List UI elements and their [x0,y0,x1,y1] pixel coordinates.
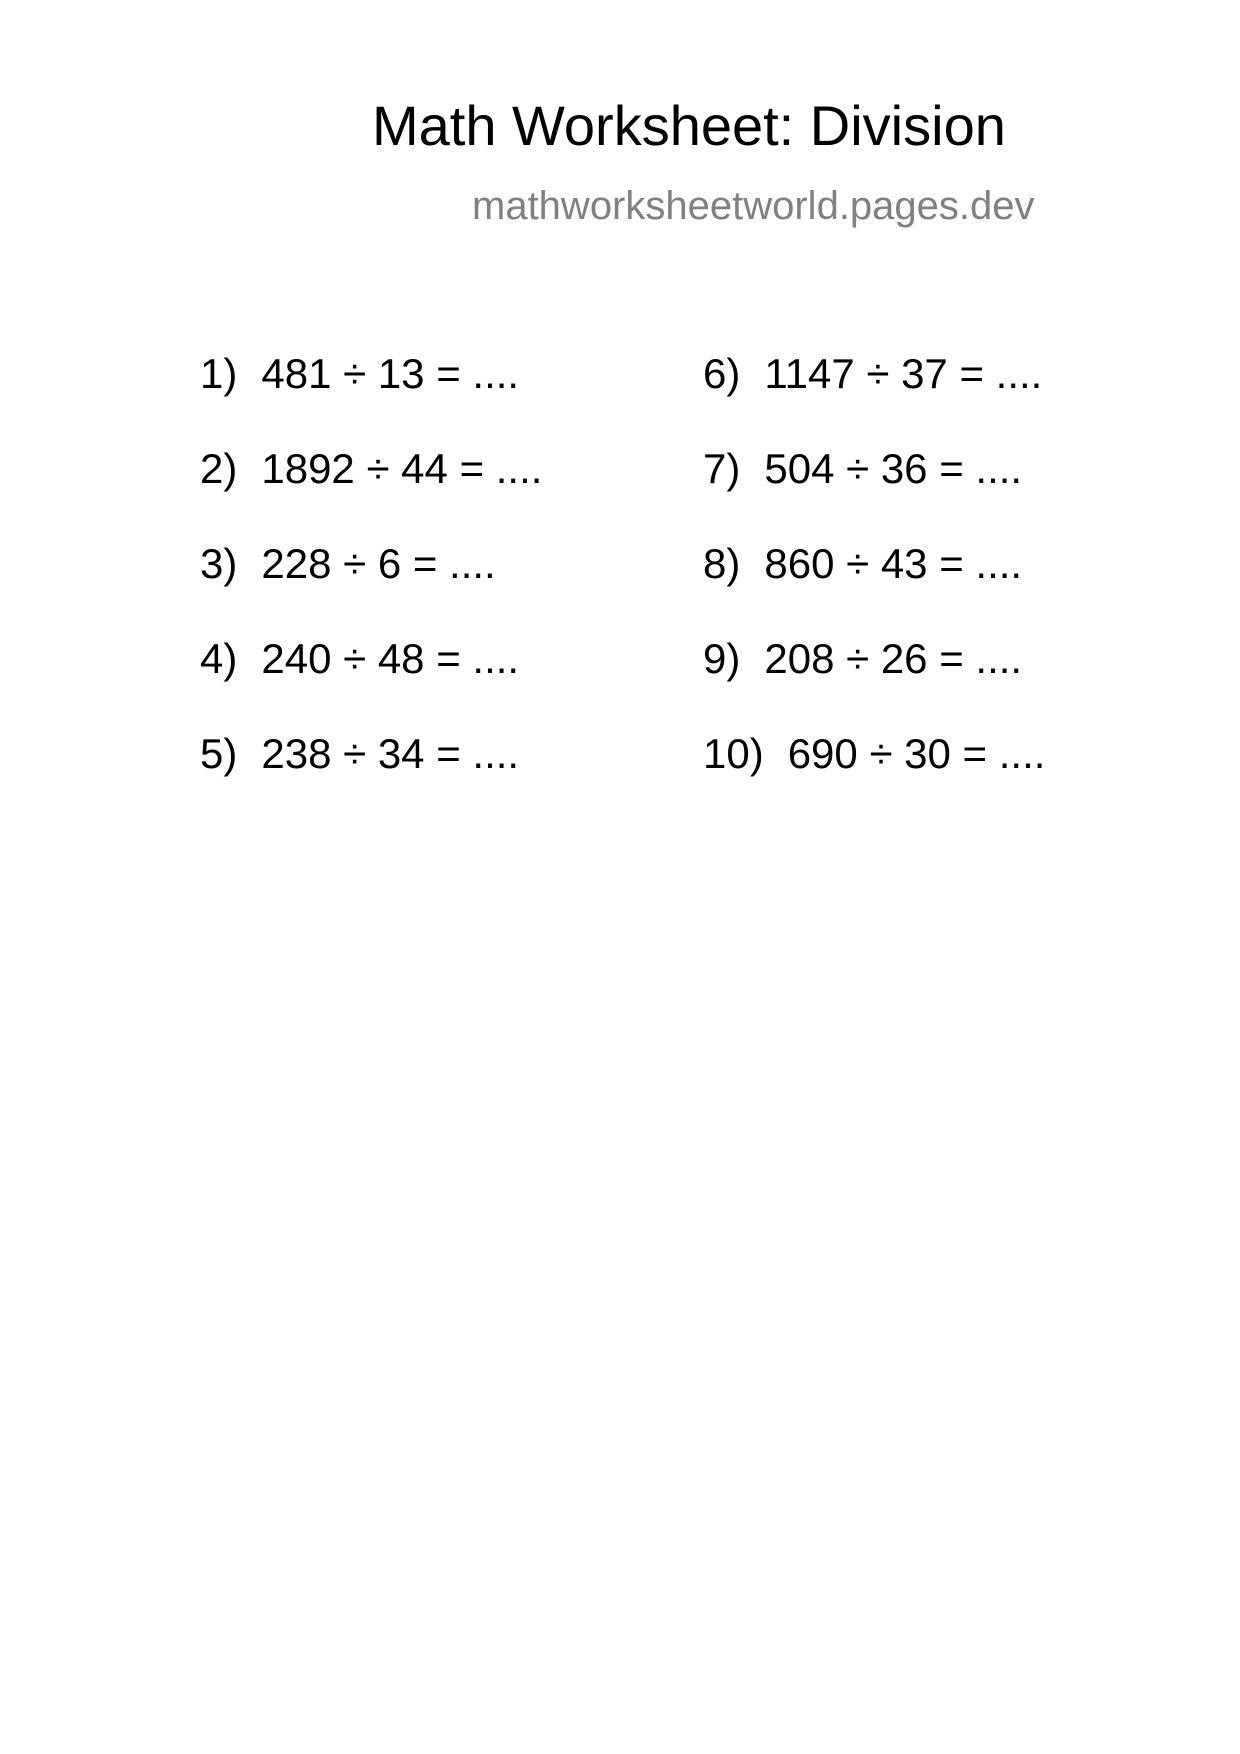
problem-item [200,445,543,543]
problem-number: 7) [703,445,741,492]
problem-item [200,540,542,638]
problems-right-column [703,350,1046,828]
problem-expression: 228 ÷ 6 = .... [261,540,496,587]
problem-number: 6) [703,350,741,397]
problem-number: 10) [703,730,764,777]
site-url: mathworksheetworld.pages.dev [472,184,1035,228]
problem-expression: 238 ÷ 34 = .... [261,730,520,777]
problem-expression: 208 ÷ 26 = .... [764,635,1023,682]
problem-number: 1) [200,350,238,397]
problem-number: 8) [703,540,741,587]
problems-left-column [200,350,543,828]
problem-item [703,445,1045,543]
problem-number: 4) [200,635,238,682]
problem-item [703,635,1045,733]
problem-item [703,540,1045,638]
problem-item [703,730,1046,828]
page-title: Math Worksheet: Division [372,94,1006,157]
problem-item [200,635,542,733]
problem-expression: 481 ÷ 13 = .... [261,350,520,397]
problem-item [703,350,1045,448]
problem-number: 5) [200,730,238,777]
problem-expression: 690 ÷ 30 = .... [787,730,1046,777]
problem-expression: 1147 ÷ 37 = .... [764,350,1043,397]
problem-expression: 504 ÷ 36 = .... [764,445,1023,492]
problem-item [200,730,542,828]
problem-expression: 860 ÷ 43 = .... [764,540,1023,587]
problem-expression: 240 ÷ 48 = .... [261,635,520,682]
problem-expression: 1892 ÷ 44 = .... [261,445,543,492]
problem-number: 3) [200,540,238,587]
problem-number: 2) [200,445,238,492]
problem-item [200,350,542,448]
problem-number: 9) [703,635,741,682]
